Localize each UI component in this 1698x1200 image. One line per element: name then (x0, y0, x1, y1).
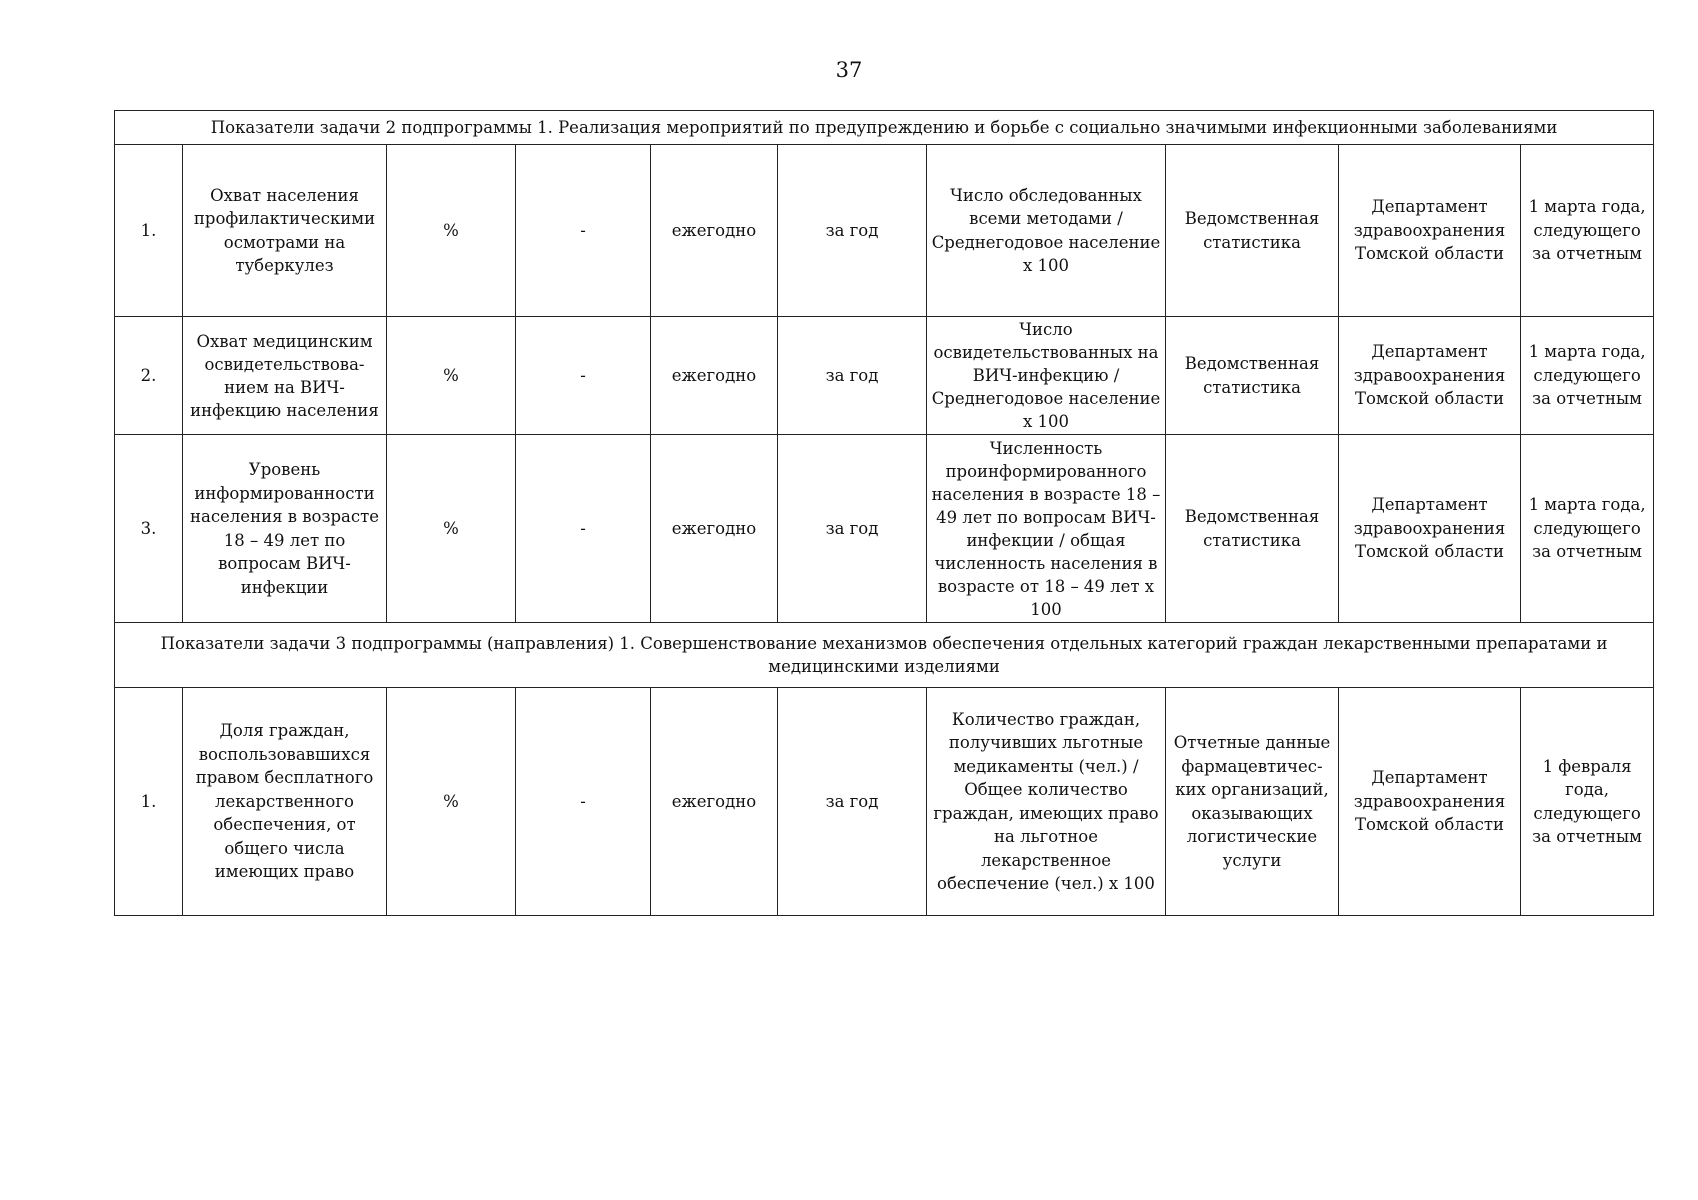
source-cell: Ведомственная статистика (1166, 317, 1339, 435)
dash-cell: - (516, 145, 651, 317)
periodicity-cell: ежегодно (651, 317, 778, 435)
unit-cell: % (387, 145, 516, 317)
source-cell: Отчетные данные фармацевтичес-ких организаций, оказывающих логистические услуги (1166, 688, 1339, 916)
responsible-cell: Департамент здравоохранения Томской области (1339, 317, 1521, 435)
periodicity-cell: ежегодно (651, 688, 778, 916)
period-cell: за год (778, 435, 927, 623)
period-cell: за год (778, 145, 927, 317)
section-heading: Показатели задачи 3 подпрограммы (направления) 1. Совершенствование механизмов обеспечения отдельных категорий граждан лекарственными препаратами и медицинскими изделиями (115, 623, 1654, 688)
table-row (115, 145, 1654, 317)
period-cell: за год (778, 317, 927, 435)
dash-cell: - (516, 435, 651, 623)
deadline-cell: 1 марта года, следующего за отчетным (1521, 317, 1654, 435)
unit-cell: % (387, 688, 516, 916)
periodicity-cell: ежегодно (651, 435, 778, 623)
dash-cell: - (516, 688, 651, 916)
row-number: 1. (115, 688, 183, 916)
formula-cell: Численность проинформированного населения в возрасте 18 – 49 лет по вопросам ВИЧ-инфекции / общая численность населения в возрасте от 18 – 49 лет х 100 (927, 435, 1166, 623)
row-number: 2. (115, 317, 183, 435)
responsible-cell: Департамент здравоохранения Томской области (1339, 145, 1521, 317)
formula-cell: Количество граждан, получивших льготные медикаменты (чел.) / Общее количество граждан, имеющих право на льготное лекарственное обеспечение (чел.) х 100 (927, 688, 1166, 916)
row-number: 3. (115, 435, 183, 623)
table-row (115, 317, 1654, 435)
source-cell: Ведомственная статистика (1166, 435, 1339, 623)
periodicity-cell: ежегодно (651, 145, 778, 317)
indicator-name: Охват медицинским освидетельствова-нием на ВИЧ-инфекцию населения (183, 317, 387, 435)
indicator-name: Уровень информированности населения в возрасте 18 – 49 лет по вопросам ВИЧ-инфекции (183, 435, 387, 623)
formula-cell: Число освидетельствованных на ВИЧ-инфекцию / Среднегодовое население х 100 (927, 317, 1166, 435)
dash-cell: - (516, 317, 651, 435)
page-number: 37 (835, 58, 863, 82)
formula-cell: Число обследованных всеми методами / Среднегодовое население х 100 (927, 145, 1166, 317)
indicators-table (114, 110, 1654, 916)
responsible-cell: Департамент здравоохранения Томской области (1339, 688, 1521, 916)
indicator-name: Доля граждан, воспользовавшихся правом бесплатного лекарственного обеспечения, от общего числа имеющих право (183, 688, 387, 916)
responsible-cell: Департамент здравоохранения Томской области (1339, 435, 1521, 623)
section-heading-row (115, 111, 1654, 145)
section-heading-row (115, 623, 1654, 688)
table-row (115, 435, 1654, 623)
period-cell: за год (778, 688, 927, 916)
table-row (115, 688, 1654, 916)
row-number: 1. (115, 145, 183, 317)
unit-cell: % (387, 435, 516, 623)
section-heading: Показатели задачи 2 подпрограммы 1. Реализация мероприятий по предупреждению и борьбе с социально значимыми инфекционными заболеваниями (115, 111, 1654, 145)
deadline-cell: 1 февраля года, следующего за отчетным (1521, 688, 1654, 916)
unit-cell: % (387, 317, 516, 435)
source-cell: Ведомственная статистика (1166, 145, 1339, 317)
indicator-name: Охват населения профилактическими осмотрами на туберкулез (183, 145, 387, 317)
deadline-cell: 1 марта года, следующего за отчетным (1521, 435, 1654, 623)
deadline-cell: 1 марта года, следующего за отчетным (1521, 145, 1654, 317)
